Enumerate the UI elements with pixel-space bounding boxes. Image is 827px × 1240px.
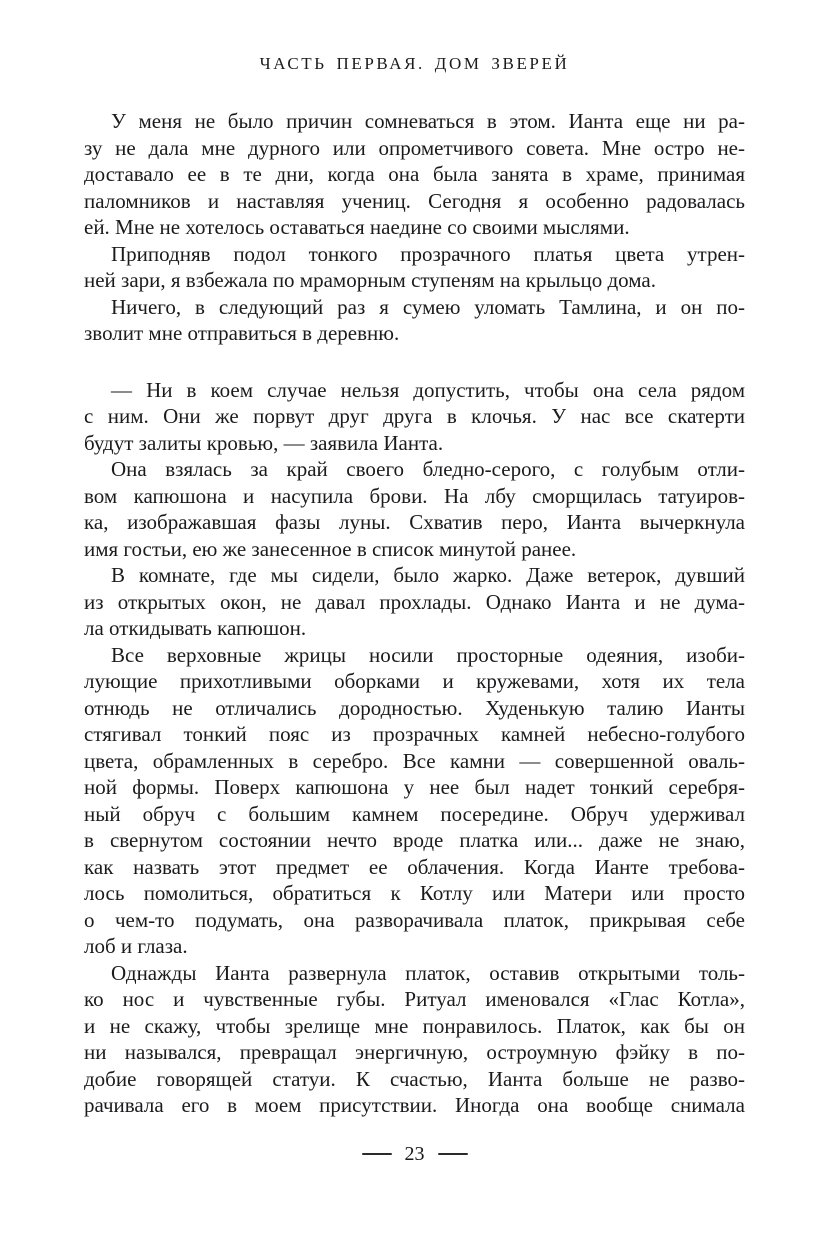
page-footer xyxy=(84,1142,745,1166)
page-body-text xyxy=(84,108,745,1119)
paragraph xyxy=(84,960,745,1119)
text-line: как назвать этот предмет ее облачения. Когда Ианте требова- xyxy=(84,854,745,879)
text-line: стягивал тонкий пояс из прозрачных камней небесно-голубого xyxy=(84,722,745,746)
text-line: из открытых окон, не давал прохлады. Однако Ианта и не дума- xyxy=(84,589,745,614)
paragraph xyxy=(84,108,745,241)
text-line: о чем-то подумать, она разворачивала платок, прикрывая себе xyxy=(84,907,745,932)
text-line: лоб и глаза. xyxy=(84,934,188,958)
text-line: ный обруч с большим камнем посередине. Обруч удерживал xyxy=(84,801,745,826)
text-line: будут залиты кровью, — заявила Ианта. xyxy=(84,430,444,455)
text-line: рачивала его в моем присутствии. Иногда она вообще снимала xyxy=(84,1093,745,1117)
text-line: зу не дала мне дурного или опрометчивого совета. Мне остро не- xyxy=(84,135,745,160)
text-line: отнюдь не отличались дородностью. Худенькую талию Ианты xyxy=(84,695,745,720)
text-line: ко нос и чувственные губы. Ритуал именовался «Глас Котла», xyxy=(84,987,745,1011)
text-line: имя гостьи, ею же занесенное в список минутой ранее. xyxy=(84,536,577,561)
text-line: Однажды Ианта развернула платок, оставив открытыми толь- xyxy=(111,960,745,985)
text-line: с ним. Они же порвут друг друга в клочья. У нас все скатерти xyxy=(84,404,745,428)
paragraph xyxy=(84,562,745,642)
text-line: лующие прихотливыми оборками и кружевами, хотя их тела xyxy=(84,669,745,693)
text-line: в свернутом состоянии нечто вроде платка или... даже не знаю, xyxy=(84,828,745,852)
text-line: паломников и наставляя учениц. Сегодня я особенно радовалась xyxy=(84,188,745,213)
paragraph xyxy=(84,642,745,960)
text-line: Она взялась за край своего бледно-серого, с голубым отли- xyxy=(111,457,745,481)
chapter-header: ЧАСТЬ ПЕРВАЯ. ДОМ ЗВЕРЕЙ xyxy=(259,54,570,73)
text-line: У меня не было причин сомневаться в этом. Ианта еще ни ра- xyxy=(111,109,745,133)
text-line: ей. Мне не хотелось оставаться наедине со своими мыслями. xyxy=(84,215,630,239)
text-line: — Ни в коем случае нельзя допустить, чтобы она села рядом xyxy=(111,377,745,402)
page-number-dash-right-icon xyxy=(438,1153,468,1155)
text-line: ла откидывать капюшон. xyxy=(84,616,307,640)
paragraph xyxy=(84,241,745,294)
text-line: ной формы. Поверх капюшона у нее был надет тонкий серебря- xyxy=(84,775,745,799)
text-line: цвета, обрамленных в серебро. Все камни — совершенной оваль- xyxy=(84,748,745,773)
text-line: добие говорящей статуи. К счастью, Ианта больше не разво- xyxy=(84,1066,745,1091)
page-number: 23 xyxy=(404,1142,425,1165)
text-line: вом капюшона и насупила брови. На лбу сморщилась татуиров- xyxy=(84,483,745,508)
text-line: Ничего, в следующий раз я сумею уломать Тамлина, и он по- xyxy=(111,294,745,319)
text-line: и не скажу, чтобы зрелище мне понравилось. Платок, как бы он xyxy=(84,1013,745,1038)
paragraph xyxy=(84,377,745,457)
text-line: доставало ее в те дни, когда она была занята в храме, принимая xyxy=(84,162,745,186)
text-line: Все верховные жрицы носили просторные одеяния, изоби- xyxy=(111,642,745,667)
text-line: ка, изображавшая фазы луны. Схватив перо, Ианта вычеркнула xyxy=(84,510,745,534)
text-line: В комнате, где мы сидели, было жарко. Даже ветерок, дувший xyxy=(111,563,745,587)
paragraph xyxy=(84,294,745,347)
paragraph xyxy=(84,456,745,562)
text-line: ней зари, я взбежала по мраморным ступеням на крыльцо дома. xyxy=(84,268,656,292)
text-line: зволит мне отправиться в деревню. xyxy=(84,321,400,345)
text-line: Приподняв подол тонкого прозрачного платья цвета утрен- xyxy=(111,241,745,266)
text-line: ни назывался, превращал энергичную, остроумную фэйку в по- xyxy=(84,1040,745,1064)
page-number-dash-left-icon xyxy=(362,1153,392,1155)
text-line: лось помолиться, обратиться к Котлу или Матери или просто xyxy=(84,881,745,905)
